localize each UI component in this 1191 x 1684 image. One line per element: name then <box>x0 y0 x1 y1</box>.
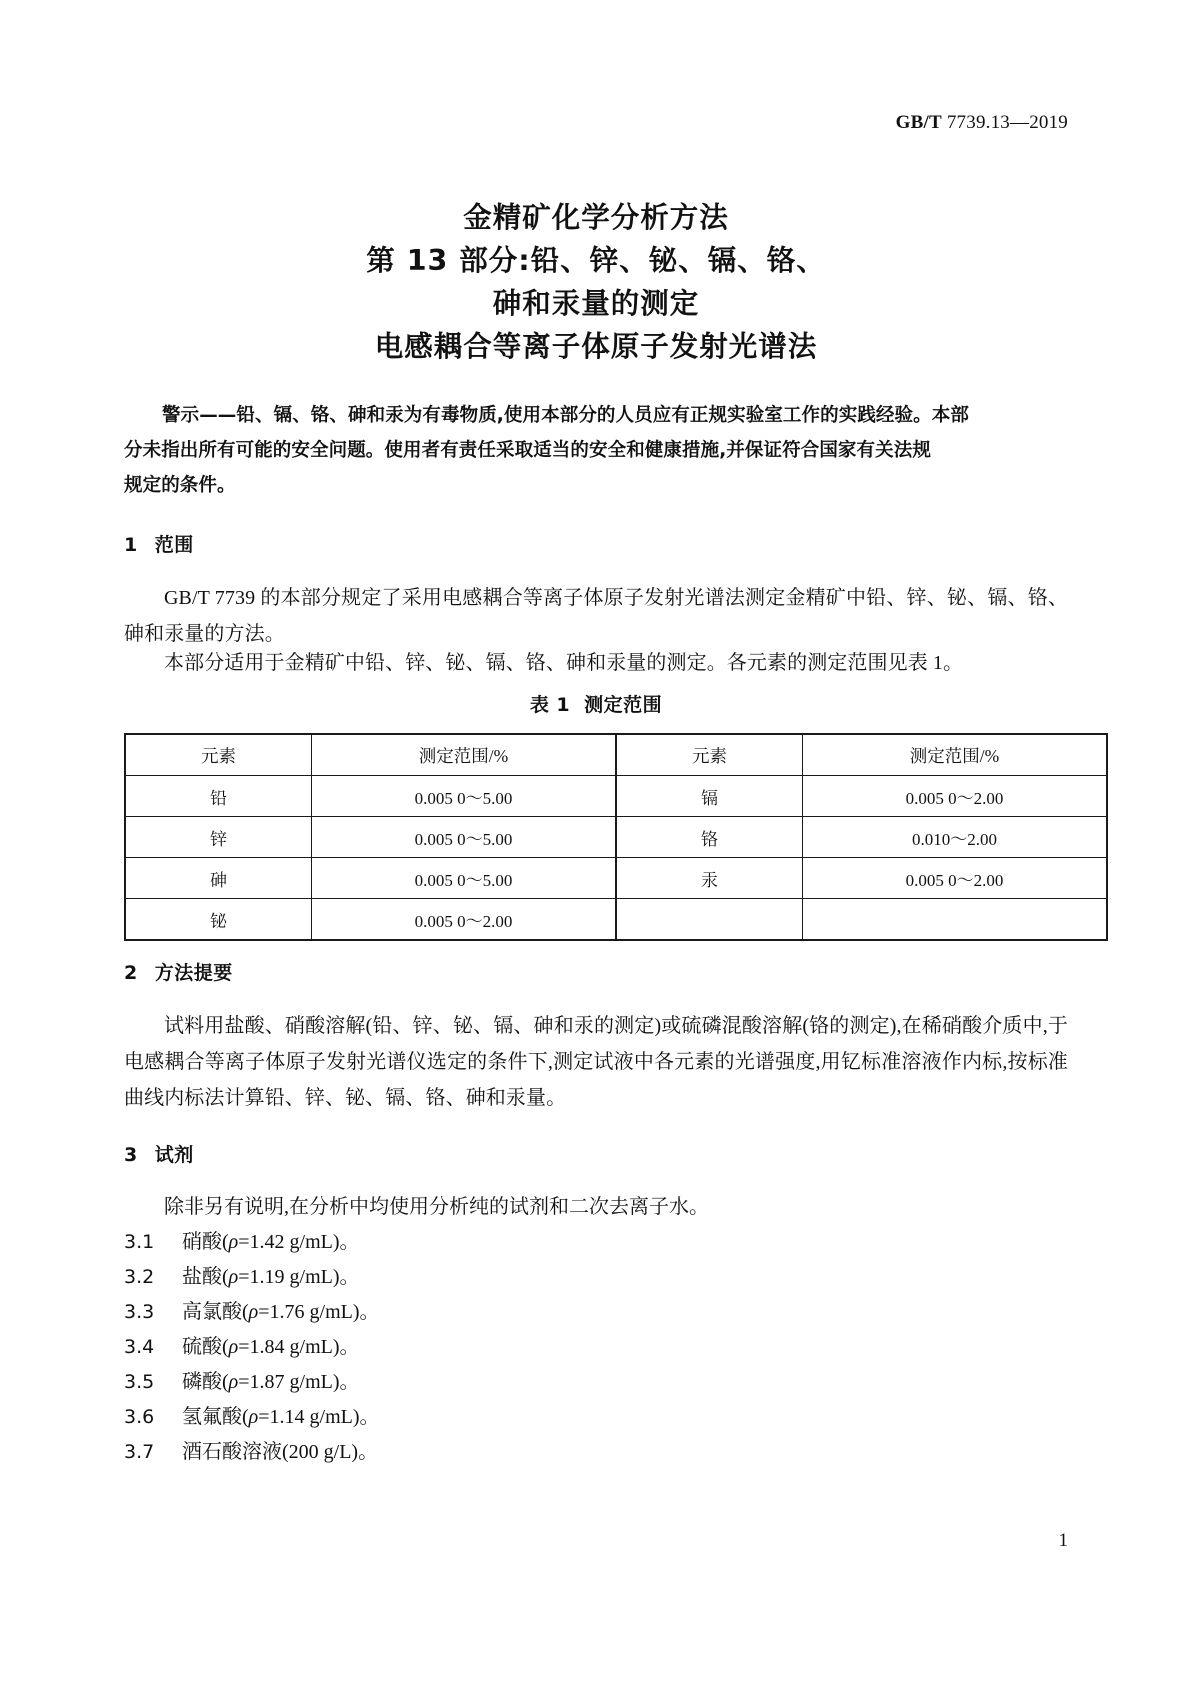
table1-r2-c2: 汞 <box>616 858 803 899</box>
document-title <box>124 196 1068 368</box>
table1-header-range-1: 测定范围/% <box>312 734 617 776</box>
section-heading-principle <box>124 958 233 985</box>
table1-caption <box>124 690 1068 717</box>
reagents-list <box>124 1190 1068 1470</box>
table1-r3-c1: 0.005 0～2.00 <box>312 899 617 941</box>
list-item <box>124 1295 1068 1330</box>
table1-r3-c3 <box>803 899 1108 941</box>
table1-r1-c2: 铬 <box>616 817 803 858</box>
table1-header-range-2: 测定范围/% <box>803 734 1108 776</box>
reagent-text-3-2: 盐酸(ρ=1.19 g/mL)。 <box>182 1266 360 1288</box>
reagent-text-3-7: 酒石酸溶液(200 g/L)。 <box>182 1441 379 1463</box>
reagents-lead-text: 除非另有说明,在分析中均使用分析纯的试剂和二次去离子水。 <box>164 1196 709 1218</box>
page-footer <box>124 1530 1068 1552</box>
reagent-text-3-5: 磷酸(ρ=1.87 g/mL)。 <box>182 1371 360 1393</box>
scope-paragraph-2 <box>124 645 1068 681</box>
warning-line-1: 警示——铅、镉、铬、砷和汞为有毒物质,使用本部分的人员应有正规实验室工作的实践经验。本部 <box>162 405 969 426</box>
table1-r0-c3: 0.005 0～2.00 <box>803 776 1108 817</box>
warning-line-2: 分未指出所有可能的安全问题。使用者有责任采取适当的安全和健康措施,并保证符合国家有关法规 <box>124 440 931 461</box>
table1-r0-c0: 铅 <box>125 776 312 817</box>
table1-header-element-1: 元素 <box>125 734 312 776</box>
list-item <box>124 1365 1068 1400</box>
table1-measurement-ranges <box>124 733 1108 941</box>
running-head-number: 7739.13—2019 <box>946 112 1068 133</box>
table1-r0-c2: 镉 <box>616 776 803 817</box>
scope-paragraph-2-text: 本部分适用于金精矿中铅、锌、铋、镉、铬、砷和汞量的测定。各元素的测定范围见表 1。 <box>164 652 964 674</box>
page-number: 1 <box>1058 1530 1068 1551</box>
reagent-index-3-6: 3.6 <box>124 1406 155 1428</box>
table-row <box>125 817 1107 858</box>
principle-paragraph-text: 试料用盐酸、硝酸溶解(铅、锌、铋、镉、砷和汞的测定)或硫磷混酸溶解(铬的测定),在稀硝酸介质中,于电感耦合等离子体原子发射光谱仪选定的条件下,测定试液中各元素的光谱强度,用钇标准溶液作内标,按标准曲线内标法计算铅、锌、铋、镉、铬、砷和汞量。 <box>124 1015 1068 1109</box>
section-heading-scope <box>124 530 194 557</box>
running-head <box>124 112 1068 134</box>
reagent-index-3-2: 3.2 <box>124 1266 155 1288</box>
reagent-index-3-7: 3.7 <box>124 1441 155 1463</box>
table1-r1-c1: 0.005 0～5.00 <box>312 817 617 858</box>
table1-r2-c1: 0.005 0～5.00 <box>312 858 617 899</box>
table1-r1-c0: 锌 <box>125 817 312 858</box>
list-item <box>124 1400 1068 1435</box>
principle-paragraph <box>124 1008 1068 1116</box>
warning-note <box>124 398 1068 503</box>
section-number-2: 2 <box>124 962 138 984</box>
reagent-index-3-1: 3.1 <box>124 1231 155 1253</box>
list-item <box>124 1330 1068 1365</box>
table1-r1-c3: 0.010～2.00 <box>803 817 1108 858</box>
section-number-1: 1 <box>124 534 138 556</box>
reagent-index-3-3: 3.3 <box>124 1301 155 1323</box>
table1-r2-c3: 0.005 0～2.00 <box>803 858 1108 899</box>
section-title-2: 方法提要 <box>154 962 233 984</box>
list-item <box>124 1225 1068 1260</box>
list-item <box>124 1435 1068 1470</box>
table1-r3-c2 <box>616 899 803 941</box>
scope-paragraph-1-text: GB/T 7739 的本部分规定了采用电感耦合等离子体原子发射光谱法测定金精矿中铅、锌、铋、镉、铬、砷和汞量的方法。 <box>124 587 1068 645</box>
list-item <box>124 1260 1068 1295</box>
section-title-1: 范围 <box>154 534 194 556</box>
table1-r3-c0: 铋 <box>125 899 312 941</box>
title-line-4: 电感耦合等离子体原子发射光谱法 <box>374 330 818 363</box>
table-row <box>125 899 1107 941</box>
scope-paragraph-1 <box>124 580 1068 652</box>
table1-header-element-2: 元素 <box>616 734 803 776</box>
warning-line-3: 规定的条件。 <box>124 475 236 496</box>
running-head-prefix: GB/T <box>895 112 942 133</box>
table1-caption-title: 测定范围 <box>584 694 663 716</box>
section-heading-reagents <box>124 1140 194 1167</box>
section-number-3: 3 <box>124 1144 138 1166</box>
table1-r0-c1: 0.005 0～5.00 <box>312 776 617 817</box>
reagent-index-3-5: 3.5 <box>124 1371 155 1393</box>
title-line-3: 砷和汞量的测定 <box>492 287 700 320</box>
reagent-text-3-1: 硝酸(ρ=1.42 g/mL)。 <box>182 1231 360 1253</box>
table-row <box>125 858 1107 899</box>
reagent-text-3-6: 氢氟酸(ρ=1.14 g/mL)。 <box>182 1406 380 1428</box>
reagent-index-3-4: 3.4 <box>124 1336 155 1358</box>
title-line-1: 金精矿化学分析方法 <box>463 201 729 234</box>
table1-r2-c0: 砷 <box>125 858 312 899</box>
reagent-text-3-4: 硫酸(ρ=1.84 g/mL)。 <box>182 1336 360 1358</box>
table-header-row <box>125 734 1107 776</box>
title-line-2: 第 13 部分:铅、锌、铋、镉、铬、 <box>366 244 826 277</box>
reagent-text-3-3: 高氯酸(ρ=1.76 g/mL)。 <box>182 1301 380 1323</box>
table1-caption-number: 表 1 <box>529 694 571 716</box>
section-title-3: 试剂 <box>154 1144 194 1166</box>
table-row <box>125 776 1107 817</box>
